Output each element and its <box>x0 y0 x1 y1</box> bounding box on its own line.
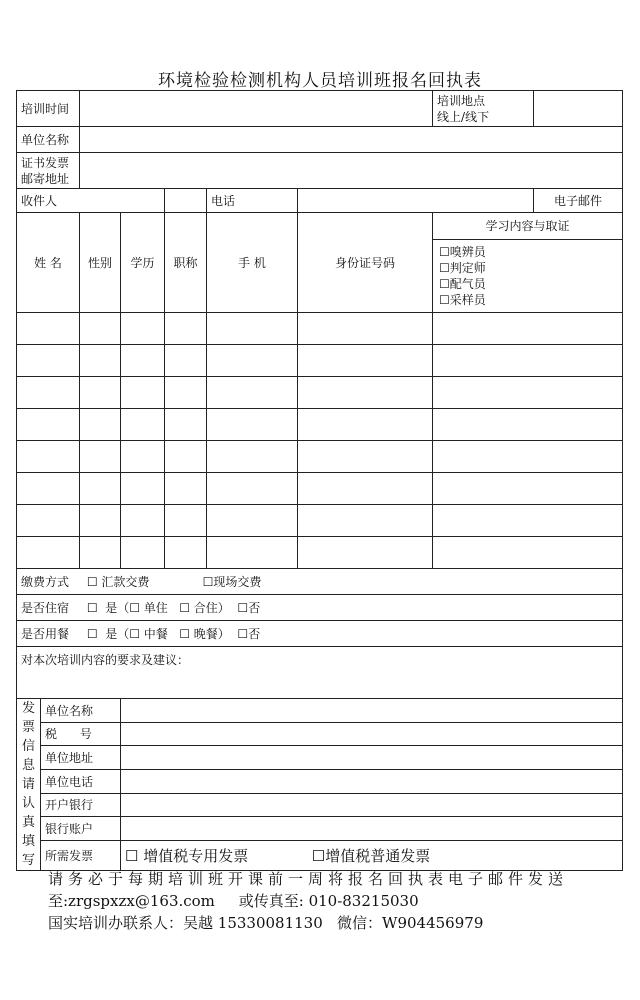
training-time-label: 培训时间 <box>17 91 80 127</box>
payment-label: 缴费方式 <box>21 575 70 589</box>
study-option-judge[interactable]: ☐判定师 <box>439 261 486 275</box>
invoice-bank-field[interactable] <box>121 793 623 817</box>
lodging-label: 是否住宿 <box>21 601 70 615</box>
invoice-tax-label: 税 号 <box>41 722 121 746</box>
registration-form-table <box>16 90 623 871</box>
recipient-field[interactable] <box>165 189 207 213</box>
cert-address-field[interactable] <box>80 153 623 189</box>
invoice-row-unit <box>17 699 623 723</box>
meals-cell <box>17 621 623 647</box>
suggestion-row <box>17 647 623 699</box>
invoice-row-address <box>17 746 623 770</box>
invoice-row-tax <box>17 722 623 746</box>
invoice-address-label: 单位地址 <box>41 746 121 770</box>
invoice-unit-field[interactable] <box>121 699 623 723</box>
invoice-type-general-vat[interactable]: ☐增值税普通发票 <box>311 846 431 865</box>
col-id-header: 身份证号码 <box>298 213 433 313</box>
suggestion-field[interactable] <box>17 647 623 699</box>
invoice-tax-field[interactable] <box>121 722 623 746</box>
training-time-field[interactable] <box>80 91 433 127</box>
attendee-row[interactable] <box>17 345 623 377</box>
attendee-row[interactable] <box>17 409 623 441</box>
attendee-row[interactable] <box>17 441 623 473</box>
invoice-row-type <box>17 840 623 870</box>
col-title-header: 职称 <box>165 213 207 313</box>
invoice-type-cell <box>121 840 623 870</box>
meals-options[interactable]: ☐ 是（☐ 中餐 ☐ 晚餐） ☐否 <box>86 627 261 641</box>
recipient-label: 收件人 <box>17 189 165 213</box>
phone-field[interactable] <box>298 189 534 213</box>
footer-line-2: 至:zrgspxzx@163.com 或传真至: 010-83215030 <box>48 892 419 910</box>
study-option-smell-assessor[interactable]: ☐嗅辨员 <box>439 245 486 259</box>
lodging-options[interactable]: ☐ 是（☐ 单住 ☐ 合住） ☐否 <box>86 601 261 615</box>
phone-label: 电话 <box>207 189 298 213</box>
attendee-row[interactable] <box>17 505 623 537</box>
meals-label: 是否用餐 <box>21 627 70 641</box>
invoice-account-label: 银行账户 <box>41 817 121 841</box>
payment-cell <box>17 569 623 595</box>
invoice-type-label: 所需发票 <box>41 840 121 870</box>
training-time-row <box>17 91 623 127</box>
col-mobile-header: 手 机 <box>207 213 298 313</box>
unit-name-row <box>17 127 623 153</box>
training-place-label: 培训地点 线上/线下 <box>433 91 534 127</box>
form-title: 环境检验检测机构人员培训班报名回执表 <box>158 71 482 91</box>
cert-address-row <box>17 153 623 189</box>
study-content-cell <box>433 213 623 313</box>
lodging-cell <box>17 595 623 621</box>
invoice-bank-label: 开户银行 <box>41 793 121 817</box>
study-option-sampler[interactable]: ☐采样员 <box>439 293 486 307</box>
col-education-header: 学历 <box>121 213 165 313</box>
col-gender-header: 性别 <box>80 213 121 313</box>
invoice-address-field[interactable] <box>121 746 623 770</box>
email-label: 电子邮件 <box>534 189 623 213</box>
meals-row <box>17 621 623 647</box>
attendee-row[interactable] <box>17 537 623 569</box>
training-place-field[interactable] <box>534 91 623 127</box>
invoice-side-label: 发 票 信 息 请 认 真 填 写 <box>17 699 41 871</box>
recipient-row <box>17 189 623 213</box>
study-content-header: 学习内容与取证 <box>433 213 622 240</box>
payment-option-onsite[interactable]: ☐现场交费 <box>202 575 262 589</box>
invoice-row-phone <box>17 769 623 793</box>
invoice-type-special-vat[interactable]: ☐ 增值税专用发票 <box>125 846 249 865</box>
cert-address-label: 证书发票 邮寄地址 <box>17 153 80 189</box>
invoice-phone-label: 单位电话 <box>41 769 121 793</box>
footer-line-1: 请务必于每期培训班开课前一周将报名回执表电子邮件发送 <box>48 870 569 888</box>
attendee-row[interactable] <box>17 473 623 505</box>
study-option-gas-mixer[interactable]: ☐配气员 <box>439 277 486 291</box>
attendee-row[interactable] <box>17 377 623 409</box>
suggestion-label: 对本次培训内容的要求及建议： <box>21 653 190 667</box>
payment-row <box>17 569 623 595</box>
invoice-account-field[interactable] <box>121 817 623 841</box>
attendee-header-row <box>17 213 623 313</box>
payment-option-transfer[interactable]: ☐ 汇款交费 <box>86 575 150 589</box>
lodging-row <box>17 595 623 621</box>
attendee-row[interactable] <box>17 313 623 345</box>
unit-name-label: 单位名称 <box>17 127 80 153</box>
invoice-row-bank <box>17 793 623 817</box>
invoice-row-account <box>17 817 623 841</box>
unit-name-field[interactable] <box>80 127 623 153</box>
footer-line-3: 国实培训办联系人：吴越 15330081130 微信：W904456979 <box>48 914 484 932</box>
invoice-phone-field[interactable] <box>121 769 623 793</box>
invoice-unit-label: 单位名称 <box>41 699 121 723</box>
col-name-header: 姓 名 <box>17 213 80 313</box>
footer-notes <box>48 868 628 934</box>
